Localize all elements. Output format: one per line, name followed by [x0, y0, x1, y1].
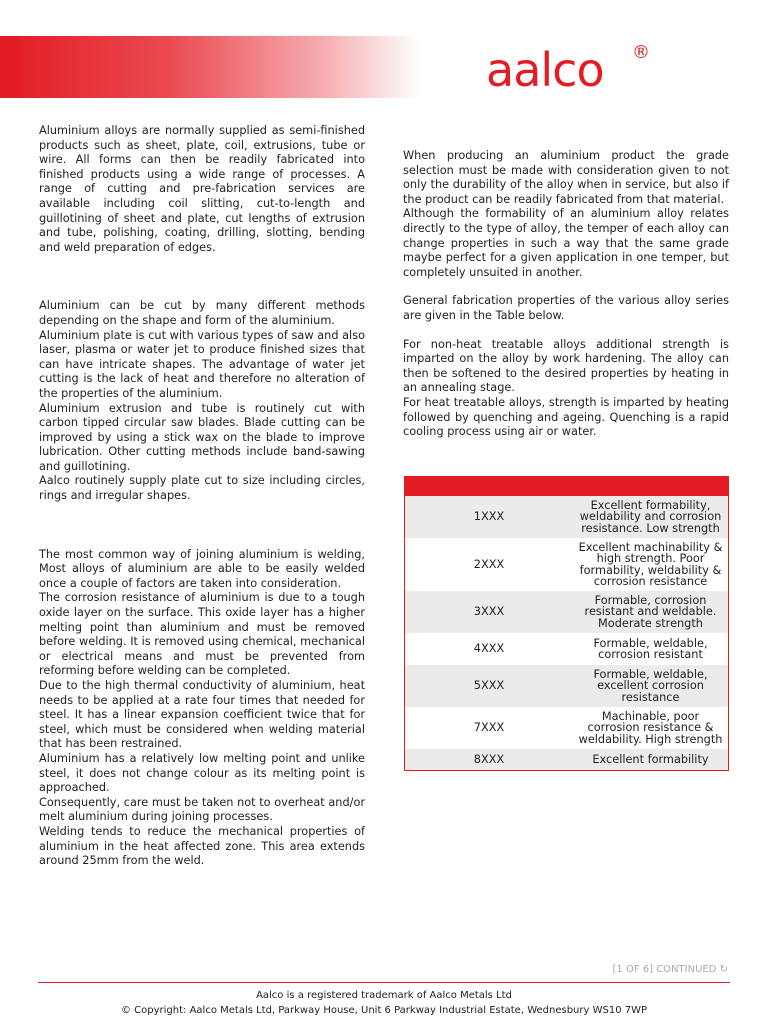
footer	[0, 988, 768, 1018]
cutting-paragraph: Aluminium extrusion and tube is routinely cut with carbon tipped circular saw blades. Blade cutting can be improved by using a stick wax on the blade to improve lubrication. Other cutting methods include band-sawing and guillotining.	[39, 401, 365, 473]
joining-paragraph: Consequently, care must be taken not to overheat and/or melt aluminium during joining processes.	[39, 795, 365, 824]
properties-cell: Machinable, poor corrosion resistance & weldability. High strength	[573, 707, 729, 749]
cutting-paragraph: Aalco routinely supply plate cut to size including circles, rings and irregular shapes.	[39, 474, 365, 503]
heat-paragraph: For heat treatable alloys, strength is imparted by heating followed by quenching and ageing. Quenching is a rapid cooling process using air or water.	[403, 395, 729, 439]
continued-label: [1 OF 6] CONTINUED	[612, 964, 717, 975]
left-column	[39, 124, 365, 869]
table-row	[405, 496, 729, 538]
table-row	[405, 591, 729, 633]
table-row	[405, 749, 729, 770]
table-row	[405, 665, 729, 707]
joining-paragraph: Due to the high thermal conductivity of aluminium, heat needs to be applied at a rate four times that needed for steel. It has a linear expansion coefficient twice that for steel, which must be considered when welding material that has been restrained.	[39, 679, 365, 751]
series-cell: 4XXX	[405, 633, 574, 665]
grade-paragraph: Although the formability of an aluminium alloy relates directly to the type of alloy, the temper of each alloy can change properties in such a way that the same grade maybe perfect for a given application in one temper, but completely unsuited in another.	[403, 207, 729, 279]
registered-mark: ®	[632, 42, 650, 63]
continue-arrow-icon: ↻	[719, 964, 728, 975]
grade-paragraph: When producing an aluminium product the grade selection must be made with consideration given to not only the durability of the alloy when in service, but also if the product can be readily fabricated from that material.	[403, 149, 729, 206]
right-column	[403, 149, 729, 440]
cutting-paragraph: Aluminium plate is cut with various types of saw and also laser, plasma or water jet to produce finished sizes that can have intricate shapes. The advantage of water jet cutting is the lack of heat and therefore no alteration of the properties of the aluminium.	[39, 328, 365, 400]
table-row	[405, 707, 729, 749]
properties-cell: Formable, corrosion resistant and weldable. Moderate strength	[573, 591, 729, 633]
joining-paragraph: Aluminium has a relatively low melting point and unlike steel, it does not change colour as its melting point is approached.	[39, 751, 365, 795]
footer-divider	[38, 982, 730, 983]
trademark-notice: Aalco is a registered trademark of Aalco Metals Ltd	[256, 990, 512, 1001]
properties-cell: Excellent formability, weldability and corrosion resistance. Low strength	[573, 496, 729, 538]
table-header-row	[405, 477, 729, 497]
header-gradient-bar	[0, 36, 420, 98]
alloy-properties-table	[404, 476, 729, 771]
heat-paragraph: For non-heat treatable alloys additional strength is imparted on the alloy by work hardening. The alloy can then be softened to the desired properties by heating in an annealing stage.	[403, 337, 729, 395]
series-cell: 8XXX	[405, 749, 574, 770]
properties-cell: Formable, weldable, corrosion resistant	[573, 633, 729, 665]
general-paragraph: General fabrication properties of the various alloy series are given in the Table below.	[403, 294, 729, 322]
series-cell: 2XXX	[405, 538, 574, 591]
copyright-notice: © Copyright: Aalco Metals Ltd, Parkway House, Unit 6 Parkway Industrial Estate, Wednesbury WS10 7WP	[120, 1005, 648, 1016]
properties-cell: Excellent formability	[573, 749, 729, 770]
aalco-logo: aalco	[486, 43, 604, 97]
table-row	[405, 633, 729, 665]
properties-cell: Formable, weldable, excellent corrosion resistance	[573, 665, 729, 707]
table-row	[405, 538, 729, 591]
continued-indicator[interactable]	[613, 964, 728, 975]
series-cell: 1XXX	[405, 496, 574, 538]
series-cell: 5XXX	[405, 665, 574, 707]
joining-paragraph: The most common way of joining aluminium is welding, Most alloys of aluminium are able to be easily welded once a couple of factors are taken into consideration.	[39, 547, 365, 590]
joining-paragraph: The corrosion resistance of aluminium is due to a tough oxide layer on the surface. This oxide layer has a higher melting point than aluminium and must be removed before welding. It is removed using chemical, mechanical or electrical means and must be prevented from reforming before welding can be completed.	[39, 591, 365, 678]
series-cell: 3XXX	[405, 591, 574, 633]
cutting-paragraph: Aluminium can be cut by many different methods depending on the shape and form of the aluminium.	[39, 299, 365, 327]
properties-cell: Excellent machinability & high strength. Poor formability, weldability & corrosion resistance	[573, 538, 729, 591]
joining-paragraph: Welding tends to reduce the mechanical properties of aluminium in the heat affected zone. This area extends around 25mm from the weld.	[39, 824, 365, 868]
intro-paragraph: Aluminium alloys are normally supplied as semi-finished products such as sheet, plate, coil, extrusions, tube or wire. All forms can then be readily fabricated into finished products using a wide range of processes. A range of cutting and pre-fabrication services are available including coil slitting, cut-to-length and guillotining of sheet and plate, cut lengths of extrusion and tube, polishing, coating, drilling, slotting, bending and weld preparation of edges.	[39, 124, 365, 254]
series-cell: 7XXX	[405, 707, 574, 749]
